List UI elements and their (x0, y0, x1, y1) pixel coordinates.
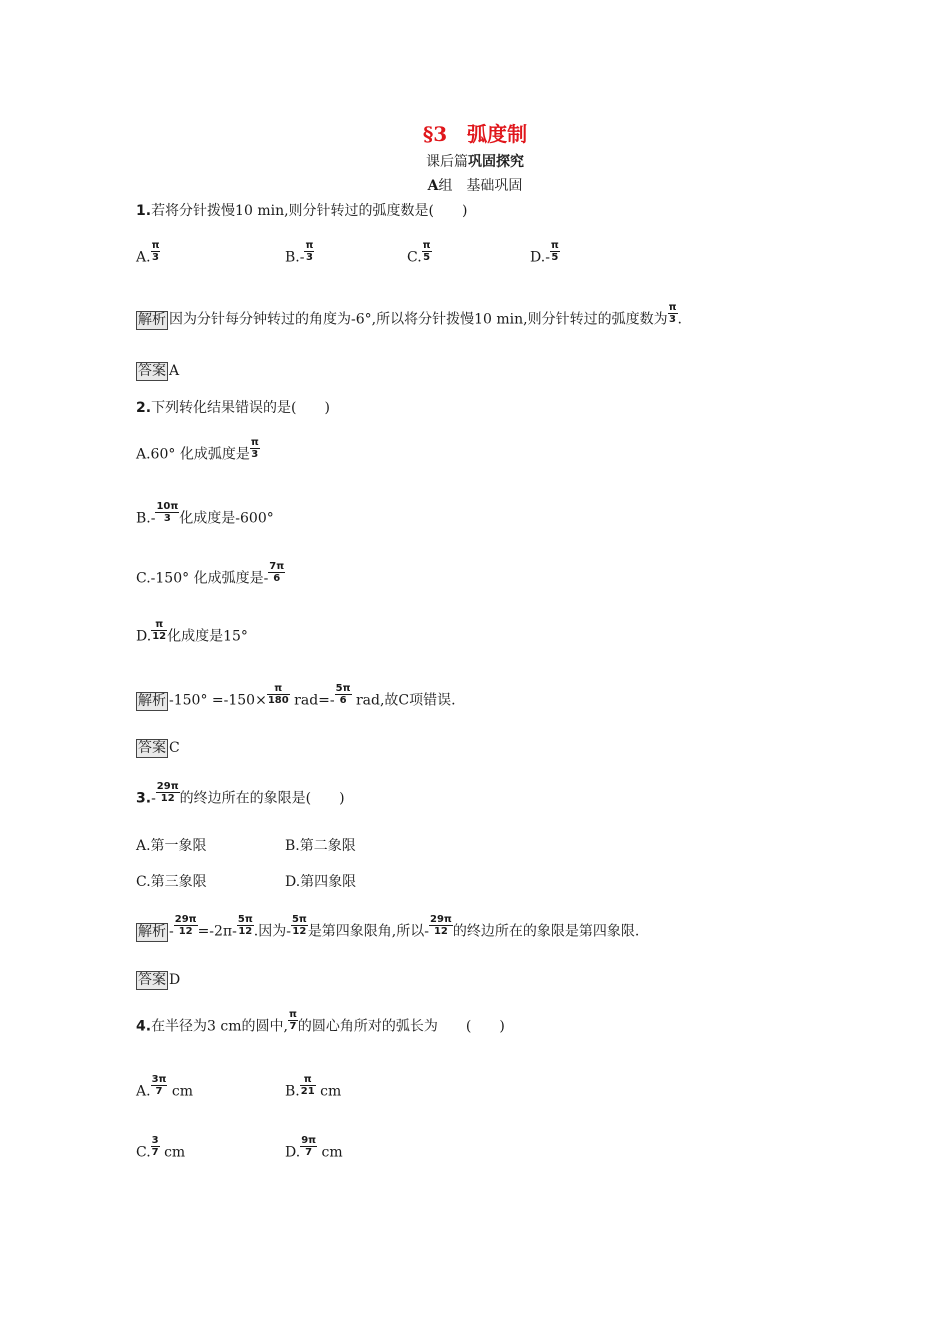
fraction: $\frac{7\pi}{6}$ (269, 561, 285, 584)
question-3-stem: 3.- $\frac{29\pi}{12}$ 的终边所在的象限是( ) (136, 781, 345, 807)
q1-option-c: C. $\frac{\pi}{5}$ (407, 240, 431, 266)
fraction: $\frac{\pi}{21}$ (300, 1074, 315, 1097)
answer-tag: 答案 (138, 363, 166, 379)
fraction: $\frac{5\pi}{12}$ (237, 914, 253, 937)
question-4-stem: 4.在半径为3 cm的圆中, $\frac{\pi}{7}$ 的圆心角所对的弧长为 ( ) (136, 1009, 505, 1035)
analysis-tag: 解析 (138, 692, 166, 709)
fraction: $\frac{3}{7}$ (151, 1135, 159, 1158)
fraction: $\frac{\pi}{180}$ (267, 683, 289, 706)
q3-option-d: D.第四象限 (285, 874, 357, 890)
q4-option-b: B. $\frac{\pi}{21}$ cm (285, 1074, 342, 1100)
question-2-stem: 2.下列转化结果错误的是( ) (136, 400, 330, 416)
fraction: $\frac{\pi}{12}$ (152, 619, 167, 642)
q1-answer: 答案 A (138, 363, 180, 379)
q1-option-a: A. $\frac{\pi}{3}$ (136, 240, 160, 266)
fraction: $\frac{\pi}{7}$ (289, 1009, 297, 1032)
question-1-stem: 1.若将分针拨慢10 min,则分针转过的弧度数是( ) (136, 203, 468, 219)
q1-option-b: B.- $\frac{\pi}{3}$ (285, 240, 314, 266)
fraction: $\frac{\pi}{3}$ (668, 302, 677, 325)
fraction: $\frac{\pi}{5}$ (550, 240, 559, 263)
fraction: $\frac{\pi}{3}$ (151, 240, 160, 263)
q4-option-c: C. $\frac{3}{7}$ cm (136, 1135, 186, 1161)
answer-tag: 答案 (138, 972, 166, 988)
fraction: $\frac{\pi}{3}$ (250, 437, 259, 460)
q2-option-b: B.- $\frac{10\pi}{3}$ 化成度是-600° (136, 501, 274, 527)
group-heading: A组 基础巩固 (427, 178, 523, 194)
answer-tag: 答案 (138, 740, 166, 756)
fraction: $\frac{29\pi}{12}$ (156, 781, 179, 804)
q3-analysis: 解析 - $\frac{29\pi}{12}$ =-2π- $\frac{5\pi}{12}$ .因为- $\frac{5\pi}{12}$ 是第四象限角,所以- $\frac{29\pi}{12}$ 的终边所在的象限是第四象限. (138, 914, 640, 940)
fraction: $\frac{\pi}{3}$ (305, 240, 314, 263)
q1-analysis: 解析 因为分针每分钟转过的角度为-6°,所以将分针拨慢10 min,则分针转过的弧度数为 $\frac{\pi}{3}$ . (138, 302, 682, 328)
fraction: $\frac{5\pi}{6}$ (335, 683, 351, 706)
q3-option-a: A.第一象限 (136, 838, 207, 854)
q1-option-d: D.- $\frac{\pi}{5}$ (530, 240, 559, 266)
q3-option-c: C.第三象限 (136, 874, 207, 890)
q2-option-d: D. $\frac{\pi}{12}$ 化成度是15° (136, 619, 248, 645)
q2-option-a: A.60° 化成弧度是 $\frac{\pi}{3}$ (136, 437, 259, 463)
fraction: $\frac{5\pi}{12}$ (291, 914, 307, 937)
q4-option-a: A. $\frac{3\pi}{7}$ cm (136, 1074, 194, 1100)
q2-option-c: C.-150° 化成弧度是- $\frac{7\pi}{6}$ (136, 561, 285, 587)
fraction: $\frac{\pi}{5}$ (422, 240, 431, 263)
analysis-tag: 解析 (138, 311, 166, 328)
fraction: $\frac{29\pi}{12}$ (430, 914, 452, 937)
fraction: $\frac{10\pi}{3}$ (156, 501, 179, 524)
q2-answer: 答案 C (138, 740, 180, 756)
fraction: $\frac{29\pi}{12}$ (174, 914, 197, 937)
subtitle: 课后篇巩固探究 (426, 154, 524, 170)
section-title: §3 弧度制 (422, 122, 528, 146)
fraction: $\frac{9\pi}{7}$ (301, 1135, 317, 1158)
q2-analysis: 解析 -150° =-150× $\frac{\pi}{180}$ rad=- $\frac{5\pi}{6}$ rad,故C项错误. (138, 683, 456, 709)
q3-option-b: B.第二象限 (285, 838, 356, 854)
analysis-tag: 解析 (138, 923, 166, 940)
fraction: $\frac{3\pi}{7}$ (151, 1074, 167, 1097)
q3-answer: 答案 D (138, 972, 181, 988)
q4-option-d: D. $\frac{9\pi}{7}$ cm (285, 1135, 343, 1161)
